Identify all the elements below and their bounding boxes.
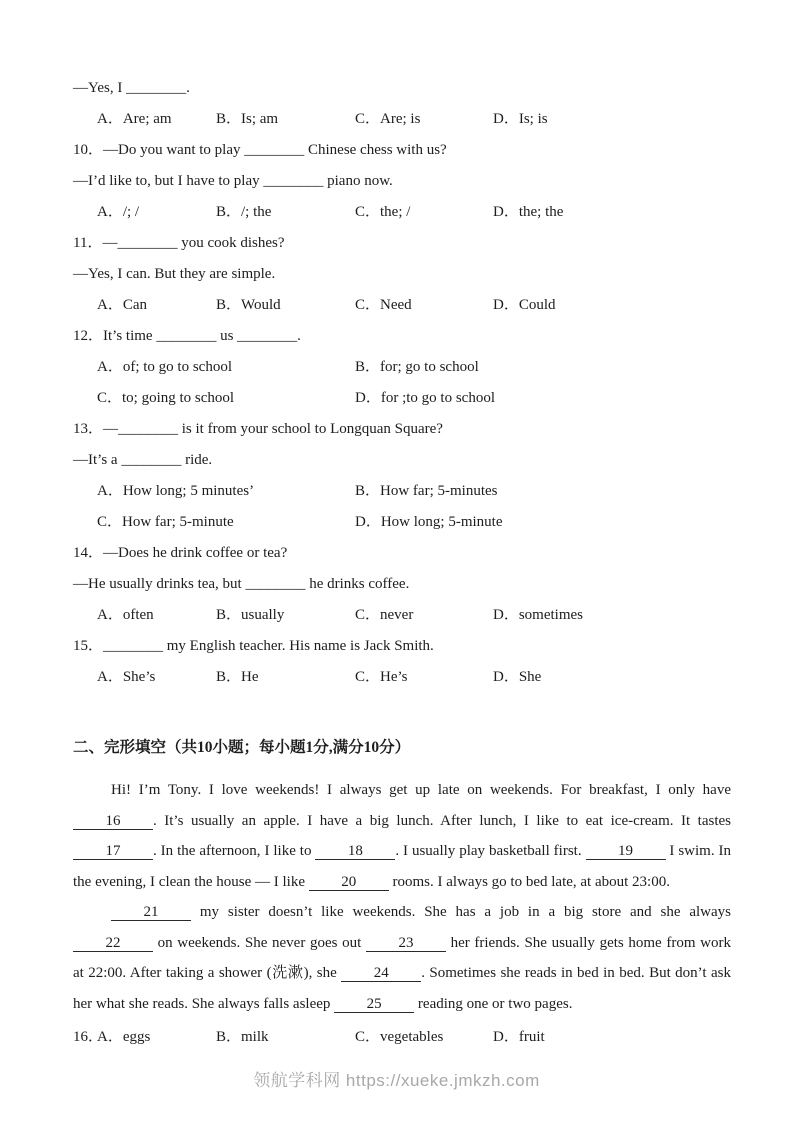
site-watermark: 领航学科网 https://xueke.jmkzh.com xyxy=(253,1071,540,1090)
q11-options-row xyxy=(73,290,731,321)
q10-option-c: C．the; / xyxy=(355,204,411,220)
q16-option-b: B．milk xyxy=(216,1029,269,1045)
q12-question-line: 12．It’s time ________ us ________. xyxy=(73,328,301,344)
q15-option-c: C．He’s xyxy=(355,669,408,685)
cloze-text: her friends. She usually gets home from work at 22:00. After taking a shower (洗漱), she xyxy=(73,934,732,981)
cloze-blank-18: 18 xyxy=(315,844,395,860)
q14-question-line: 14．—Does he drink coffee or tea? xyxy=(73,545,288,561)
q12-options-row-1 xyxy=(73,352,731,383)
q15-option-d: D．She xyxy=(493,669,542,685)
q10-options-row xyxy=(73,197,731,228)
q11-question-line: 11．—________ you cook dishes? xyxy=(73,235,285,251)
q11-option-b: B．Would xyxy=(216,297,281,313)
q15-options-row xyxy=(73,662,731,693)
cloze-blank-22: 22 xyxy=(73,936,153,952)
q14-answer-line: —He usually drinks tea, but ________ he drinks coffee. xyxy=(73,576,410,592)
cloze-blank-17: 17 xyxy=(73,844,153,860)
cloze-blank-20: 20 xyxy=(309,875,389,891)
q14-option-c: C．never xyxy=(355,607,414,623)
q14-option-d: D．sometimes xyxy=(493,607,583,623)
q9-answer-line: —Yes, I ________. xyxy=(73,80,190,96)
q13-option-b: B．How far; 5-minutes xyxy=(355,483,498,499)
q12-option-d: D．for ;to go to school xyxy=(355,390,495,406)
q9-option-a: A．Are; am xyxy=(97,111,172,127)
q16-option-a: A．eggs xyxy=(97,1029,151,1045)
q13-option-a: A．How long; 5 minutes’ xyxy=(97,483,255,499)
q11-answer-line: —Yes, I can. But they are simple. xyxy=(73,266,276,282)
q10-option-d: D．the; the xyxy=(493,204,564,220)
q9-option-c: C．Are; is xyxy=(355,111,421,127)
q14-options-row xyxy=(73,600,731,631)
cloze-blank-19: 19 xyxy=(586,844,666,860)
cloze-text: Hi! I’m Tony. I love weekends! I always get up late on weekends. For breakfast, I only have xyxy=(111,782,731,798)
q11-option-d: D．Could xyxy=(493,297,556,313)
q9-options-row xyxy=(73,104,731,135)
q13-option-d: D．How long; 5-minute xyxy=(355,514,503,530)
cloze-paragraph-1 xyxy=(73,775,731,897)
cloze-blank-23: 23 xyxy=(366,936,446,952)
cloze-paragraph-2 xyxy=(73,897,731,1019)
q13-answer-line: —It’s a ________ ride. xyxy=(73,452,213,468)
cloze-text: . In the afternoon, I like to xyxy=(153,843,316,859)
q13-option-c: C．How far; 5-minute xyxy=(97,514,234,530)
q10-answer-line: —I’d like to, but I have to play ________ piano now. xyxy=(73,173,393,189)
q12-option-b: B．for; go to school xyxy=(355,359,479,375)
q9-option-d: D．Is; is xyxy=(493,111,548,127)
q9-option-b: B．Is; am xyxy=(216,111,279,127)
q10-option-b: B．/; the xyxy=(216,204,272,220)
cloze-text: . I usually play basketball first. xyxy=(395,843,586,859)
q10-question-line: 10．—Do you want to play ________ Chinese chess with us? xyxy=(73,142,447,158)
cloze-blank-21: 21 xyxy=(111,905,191,921)
q10-option-a: A．/; / xyxy=(97,204,140,220)
cloze-text: . It’s usually an apple. I have a big lunch. After lunch, I like to eat ice-cream. It tastes xyxy=(153,812,731,829)
cloze-text: I swim. In the evening, I clean the house — I like xyxy=(73,843,731,890)
q16-option-d: D．fruit xyxy=(493,1029,545,1045)
q14-option-a: A．often xyxy=(97,607,154,623)
exam-content xyxy=(73,73,731,1053)
cloze-text: on weekends. She never goes out xyxy=(153,934,366,951)
cloze-blank-16: 16 xyxy=(73,814,153,830)
q14-option-b: B．usually xyxy=(216,607,285,623)
q11-option-a: A．Can xyxy=(97,297,147,313)
q13-options-row-1 xyxy=(73,476,731,507)
q13-question-line: 13．—________ is it from your school to Longquan Square? xyxy=(73,421,443,437)
cloze-text: . Sometimes she reads in bed in bed. But don’t ask her what she reads. She always falls asleep xyxy=(73,965,731,1012)
q16-options-row xyxy=(73,1022,731,1053)
cloze-section-header: 二、完形填空（共10小题；每小题1分,满分10分） xyxy=(73,739,411,756)
q15-option-a: A．She’s xyxy=(97,669,156,685)
q12-option-c: C．to; going to school xyxy=(97,390,235,406)
q16-option-c: C．vegetables xyxy=(355,1029,444,1045)
cloze-text: reading one or two pages. xyxy=(414,995,573,1012)
cloze-text: my sister doesn’t like weekends. She has a job in a big store and she always xyxy=(191,904,731,920)
q15-option-b: B．He xyxy=(216,669,259,685)
q15-question-line: 15．________ my English teacher. His name is Jack Smith. xyxy=(73,638,434,654)
q11-option-c: C．Need xyxy=(355,297,412,313)
q16-number: 16． xyxy=(73,1029,104,1045)
cloze-text: rooms. I always go to bed late, at about 23:00. xyxy=(388,873,670,890)
q12-options-row-2 xyxy=(73,383,731,414)
q13-options-row-2 xyxy=(73,507,731,538)
cloze-blank-25: 25 xyxy=(334,997,414,1013)
cloze-blank-24: 24 xyxy=(341,966,421,982)
q12-option-a: A．of; to go to school xyxy=(97,359,232,375)
